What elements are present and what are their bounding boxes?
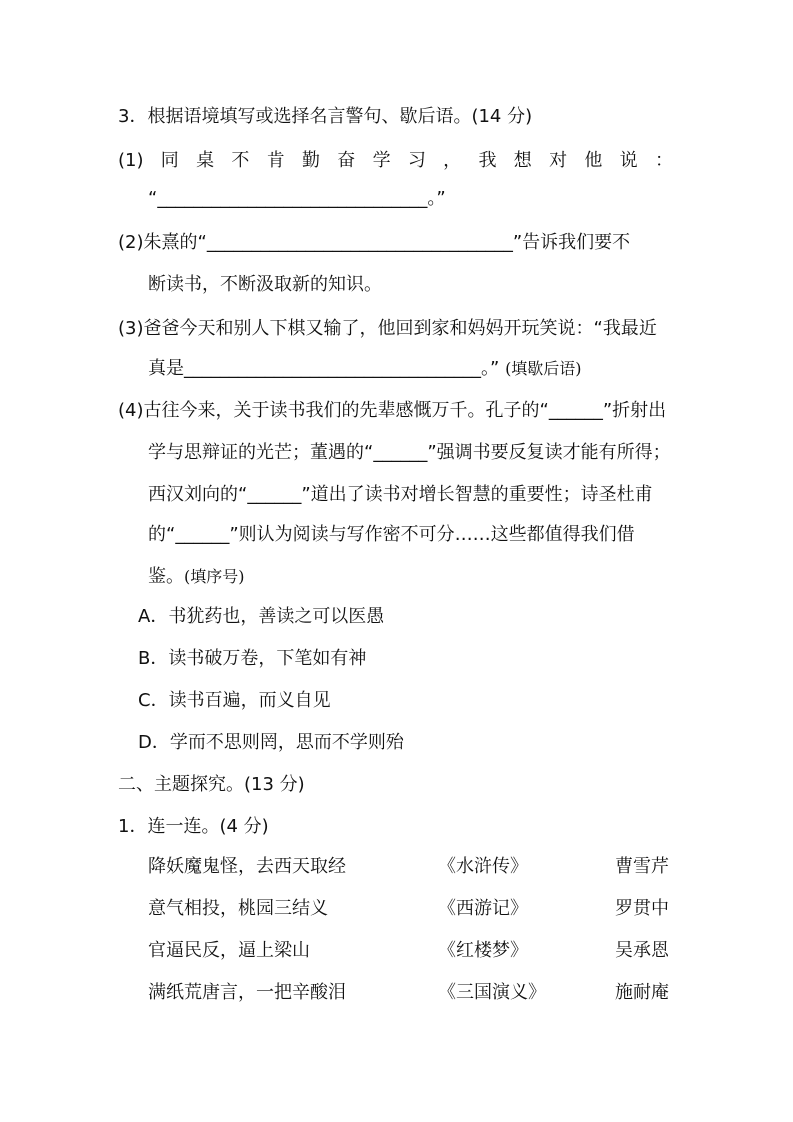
q3-note: (填歇后语) xyxy=(505,359,582,378)
part2-heading: 二、主题探究。(13 分) xyxy=(118,774,305,795)
q1-char: ， xyxy=(443,150,462,171)
match-right-item[interactable]: 吴承恩 xyxy=(615,940,669,961)
match-middle-item[interactable]: 《红楼梦》 xyxy=(438,940,528,961)
match-right-item[interactable]: 曹雪芹 xyxy=(615,856,669,877)
q1-char: 桌 xyxy=(196,150,215,171)
section3-heading: 3．根据语境填写或选择名言警句、歇后语。(14 分) xyxy=(118,106,533,127)
q1-char: ： xyxy=(654,150,673,171)
q1-char: 同 xyxy=(160,150,179,171)
option-a: A．书犹药也，善读之可以医愚 xyxy=(138,606,385,627)
q4-line5 xyxy=(148,564,245,590)
q1-char: 想 xyxy=(513,150,532,171)
match-right-item[interactable]: 施耐庵 xyxy=(615,982,669,1003)
match-middle-item[interactable]: 《西游记》 xyxy=(438,898,528,919)
q1-char: 习 xyxy=(407,150,426,171)
option-c: C．读书百遍，而义自见 xyxy=(138,690,331,711)
q3-line1: (3)爸爸今天和别人下棋又输了，他回到家和妈妈开玩笑说：“我最近 xyxy=(118,318,657,339)
match-left-item[interactable]: 满纸荒唐言，一把辛酸泪 xyxy=(148,982,346,1003)
q3-answer-blank[interactable]: 真是_________________________________。” xyxy=(148,358,500,379)
q1-answer-blank[interactable]: “______________________________。” xyxy=(148,188,446,209)
q1-char: 他 xyxy=(584,150,603,171)
q3-line2 xyxy=(148,356,582,382)
match-middle-item[interactable]: 《水浒传》 xyxy=(438,856,528,877)
q4-note: (填序号) xyxy=(184,567,245,586)
q1-char: (1) xyxy=(118,150,144,171)
q1-char: 我 xyxy=(478,150,497,171)
q2-line1: (2)朱熹的“__________________________________”告诉我们要不 xyxy=(118,232,631,253)
q4-line2: 学与思辩证的光芒；董遇的“______”强调书要反复读才能有所得； xyxy=(148,442,671,463)
match-left-item[interactable]: 降妖魔鬼怪，去西天取经 xyxy=(148,856,346,877)
q1-char: 学 xyxy=(372,150,391,171)
q1-char: 奋 xyxy=(337,150,356,171)
q4-line5-text: 鉴。 xyxy=(148,566,184,587)
option-d: D．学而不思则罔，思而不学则殆 xyxy=(138,732,404,753)
q4-line3: 西汉刘向的“______”道出了读书对增长智慧的重要性；诗圣杜甫 xyxy=(148,484,653,505)
q2-line2: 断读书，不断汲取新的知识。 xyxy=(148,274,382,295)
match-left-item[interactable]: 意气相投，桃园三结义 xyxy=(148,898,328,919)
q1-char: 肯 xyxy=(266,150,285,171)
q1-char: 说 xyxy=(619,150,638,171)
q1-char: 对 xyxy=(549,150,568,171)
match-middle-item[interactable]: 《三国演义》 xyxy=(438,982,546,1003)
q4-line4: 的“______”则认为阅读与写作密不可分……这些都值得我们借 xyxy=(148,524,635,545)
q1-line1 xyxy=(118,148,673,174)
part2-q1-heading: 1．连一连。(4 分) xyxy=(118,816,269,837)
match-left-item[interactable]: 官逼民反，逼上梁山 xyxy=(148,940,310,961)
q1-char: 勤 xyxy=(301,150,320,171)
match-right-item[interactable]: 罗贯中 xyxy=(615,898,669,919)
q4-line1: (4)古往今来，关于读书我们的先辈感慨万千。孔子的“______”折射出 xyxy=(118,400,667,421)
option-b: B．读书破万卷，下笔如有神 xyxy=(138,648,367,669)
q1-char: 不 xyxy=(231,150,250,171)
